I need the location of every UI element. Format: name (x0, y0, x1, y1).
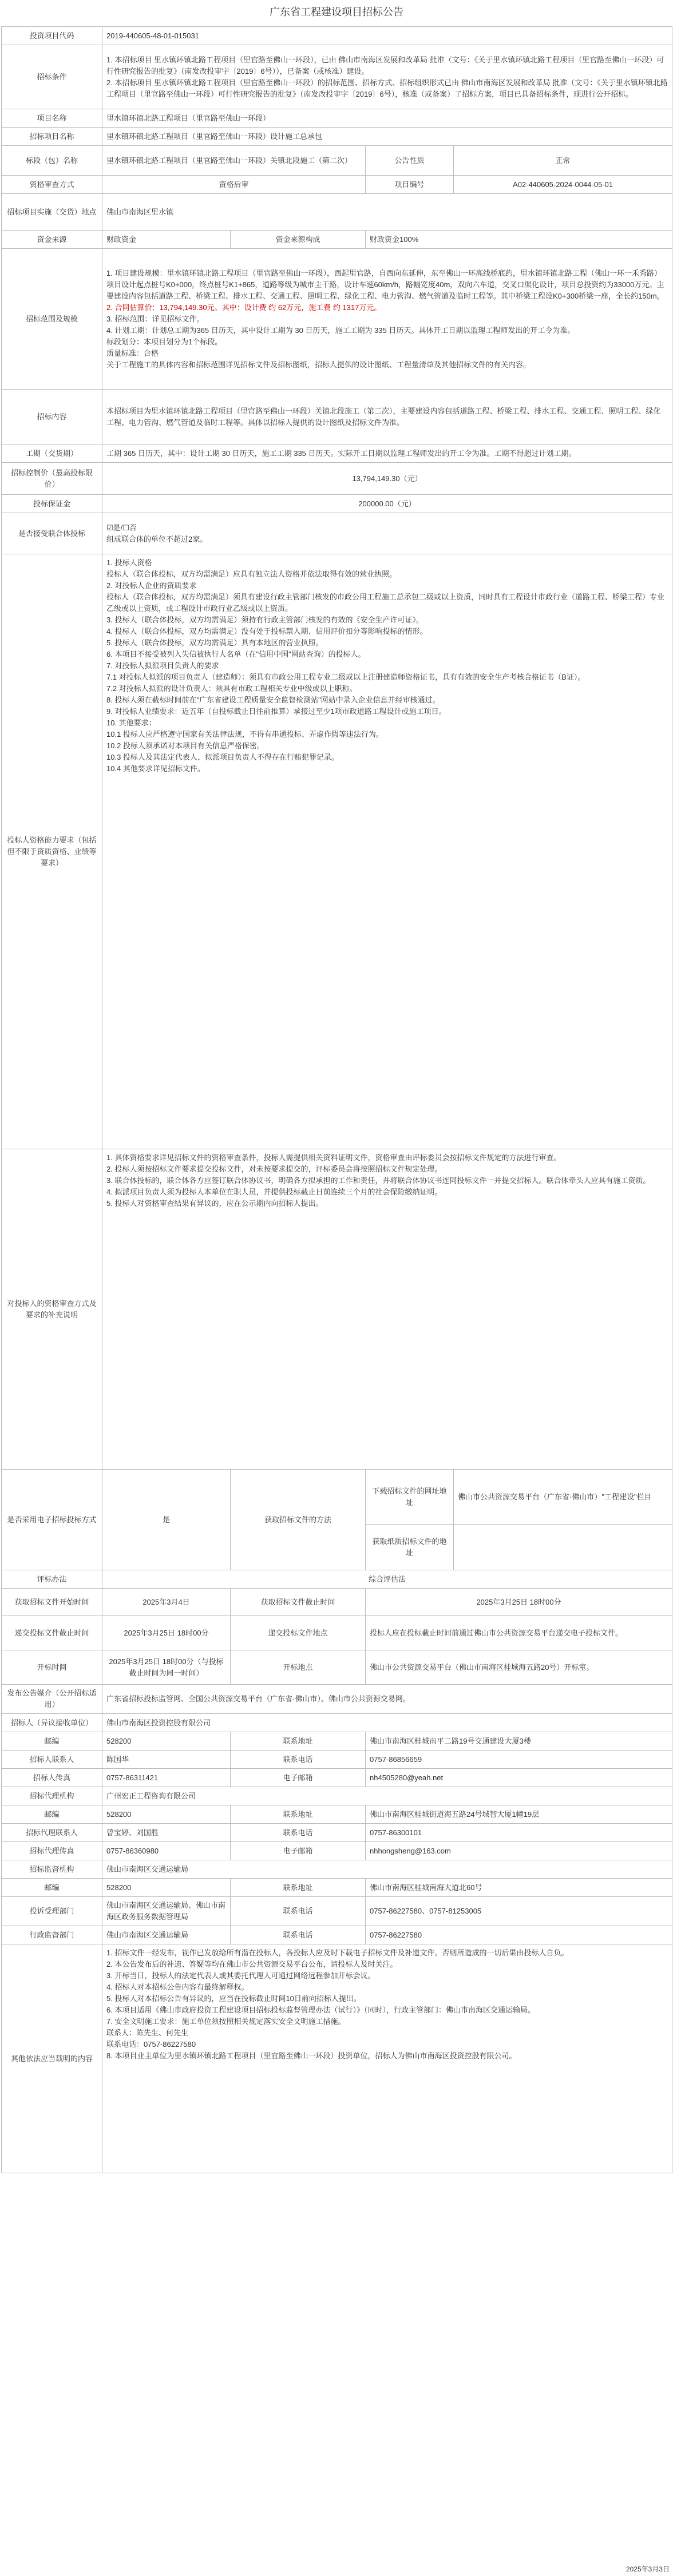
doc-end: 2025年3月25日 18时00分 (366, 1589, 672, 1616)
other-content: 1. 招标文件一经发布，视作已发放给所有潜在投标人，各投标人应及时下载电子招标文件及补遗文件。否则所造成的一切后果由投标人自负。 2. 本公告发布后的补遗、答疑等均在佛山市公共资源交易平台公布，请投标人及时关注。 3. 开标当日，投标人的法定代表人或其委托代理人可通过网络远程参加开标会议。 4. 招标人对本招标公告内容有最终解释权。 5. 投标人对本招标公告有异议的，应当在投标截止时间10日前向招标人提出。 6. 本项目适用《佛山市政府投资工程建设项目招标投标监督管理办法（试行）》（同时），行政主管部门：佛山市南海区交通运输局。 7. 安全文明施工要求：施工单位须按照相关规定落实安全文明施工措施。 联系人：陈先生、何先生 联系电话：0757-86227580 8. 本项目业主单位为里水镇环镇北路工程项目（里官路至佛山一环段）投资单位，招标人为佛山市南海区投资控股有限公司。 (102, 1944, 672, 2173)
row-label: 招标人联系人 (2, 1751, 102, 1769)
row-label: 招标内容 (2, 390, 102, 444)
bid-section-label: 标段划分 (106, 337, 137, 346)
row-label: 资格审查方式 (2, 176, 102, 194)
row-label: 评标办法 (2, 1570, 102, 1589)
complaint-phone: 0757-86227580、0757-81253005 (366, 1897, 672, 1926)
project-name: 里水镇环镇北路工程项目（里官路至佛山一环段） (102, 109, 672, 128)
fund-ratio: 财政资金100% (366, 231, 672, 249)
row-label: 联系地址 (231, 1805, 366, 1824)
row-label: 招标人（异议接收单位） (2, 1714, 102, 1732)
basis-paragraph: 1. 本招标项目 里水镇环镇北路工程项目（里官路至佛山一环段），已由 佛山市南海区发展和改革局 批准（文号：《关于里水镇环镇北路工程项目（里官路至佛山一环段）可行性研究报告的批复》（南发改投审字〔2019〕6号）），已备案（或核准）建设。 (106, 55, 664, 76)
review-supplement: 1. 具体资格要求详见招标文件的资格审查条件，投标人需提供相关资料证明文件，资格审查由评标委员会按招标文件规定的方法进行审查。 2. 投标人须按招标文件要求提交投标文件，对未按要求提交的，评标委员会将按照招标文件规定处理。 3. 联合体投标的，联合体各方应签订联合体协议书，明确各方拟承担的工作和责任，并将联合体协议书连同投标文件一并提交招标人。联合体牵头人应具有施工资质。 4. 拟派项目负责人须为投标人本单位在职人员，并提供投标截止日前连续三个月的社会保险缴纳证明。 5. 投标人对资格审查结果有异议的，应在公示期内向招标人提出。 (102, 1149, 672, 1470)
open-place: 佛山市公共资源交易平台（佛山市南海区桂城海五路20号）开标室。 (366, 1650, 672, 1685)
row-label: 电子邮箱 (231, 1769, 366, 1787)
construction-period: 工期 365 日历天，其中：设计工期 30 日历天，施工工期 335 日历天。实际开工日期以监理工程师发出的开工令为准。工期不得超过计划工期。 (102, 444, 672, 463)
agent-post: 528200 (102, 1805, 231, 1824)
submit-place: 投标人应在投标截止时间前通过佛山市公共资源交易平台递交电子投标文件。 (366, 1616, 672, 1650)
submit-deadline: 2025年3月25日 18时00分 (102, 1616, 231, 1650)
row-label: 对投标人的资格审查方式及要求的补充说明 (2, 1149, 102, 1470)
row-label: 招标代理联系人 (2, 1824, 102, 1842)
owner-email[interactable]: nh4505280@yeah.net (366, 1769, 672, 1787)
bid-section-value: 本项目划分为1个标段。 (144, 337, 223, 346)
joint-bid (102, 513, 672, 554)
row-label: 邮编 (2, 1732, 102, 1751)
scope-paragraph: 2. 合同估算价：13,794,149.30元。其中：设计费 约 62万元，施工费 约 1317万元。 (106, 303, 382, 312)
joint-choice: ☑是/☐否 (106, 523, 137, 532)
agent-name: 广州宏正工程咨询有限公司 (102, 1787, 672, 1805)
section-number: A02-440605-2024-0044-05-01 (454, 176, 672, 194)
row-label: 投标保证金 (2, 495, 102, 513)
regulator-post: 528200 (102, 1879, 231, 1897)
row-label: 开标时间 (2, 1650, 102, 1685)
paper-address (454, 1525, 672, 1570)
row-label: 标段（包）名称 (2, 146, 102, 176)
row-label: 递交投标文件地点 (231, 1616, 366, 1650)
row-label: 联系电话 (231, 1926, 366, 1944)
complaint-dept: 佛山市南海区交通运输局、佛山市南海区政务服务数据管理局 (102, 1897, 231, 1926)
project-code: 2019-440605-48-01-015031 (102, 27, 672, 45)
row-label: 招标项目实施（交货）地点 (2, 194, 102, 231)
owner-name: 佛山市南海区投资控股有限公司 (102, 1714, 672, 1732)
bid-content: 本招标项目为里水镇环镇北路工程项目（里官路至佛山一环段）关镇北段施工（第二次），主要建设内容包括道路工程、桥梁工程、排水工程、交通工程、照明工程、绿化工程、电力管沟、燃气管道及临时工程等。具体以招标人提供的设计图纸及招标文件为准。 (102, 390, 672, 444)
price-limit: 13,794,149.30（元） (102, 463, 672, 495)
agent-fax: 0757-86360980 (102, 1842, 231, 1860)
row-label: 联系电话 (231, 1824, 366, 1842)
row-label: 电子邮箱 (231, 1842, 366, 1860)
row-label: 邮编 (2, 1879, 102, 1897)
bid-deposit: 200000.00（元） (102, 495, 672, 513)
owner-contact: 陈国华 (102, 1751, 231, 1769)
tender-basis (102, 45, 672, 109)
quality-label: 质量标准 (106, 348, 137, 358)
project-location: 佛山市南海区里水镇 (102, 194, 672, 231)
notice-table (1, 26, 672, 2173)
row-label: 招标代理传真 (2, 1842, 102, 1860)
publish-date: 2025年3月3日 (626, 2565, 670, 2573)
row-label: 递交投标文件截止时间 (2, 1616, 102, 1650)
row-label: 邮编 (2, 1805, 102, 1824)
row-label: 联系地址 (231, 1732, 366, 1751)
bid-section-note: 标段划分：本项目划分为1个标段。 (106, 337, 223, 346)
row-label: 获取招标文件开始时间 (2, 1589, 102, 1616)
row-label: 投诉受理部门 (2, 1897, 102, 1926)
owner-fax: 0757-86311421 (102, 1769, 231, 1787)
agent-email[interactable]: nhhongsheng@163.com (366, 1842, 672, 1860)
supervise-phone: 0757-86227580 (366, 1926, 672, 1944)
owner-post: 528200 (102, 1732, 231, 1751)
row-label: 工期（交货期） (2, 444, 102, 463)
notice-type: 正常 (454, 146, 672, 176)
row-label: 下载招标文件的网址地址 (366, 1470, 454, 1525)
scope-paragraph: 关于工程施工的具体内容和招标范围详见招标文件及招标图纸，招标人提供的设计图纸、工程量清单及其他招标文件的有关内容。 (106, 360, 531, 369)
e-bidding: 是 (102, 1470, 231, 1570)
row-label: 行政监督部门 (2, 1926, 102, 1944)
section-name: 里水镇环镇北路工程项目（里官路至佛山一环段）关镇北段施工（第二次） (102, 146, 366, 176)
review-method: 资格后审 (102, 176, 366, 194)
row-label: 项目编号 (366, 176, 454, 194)
row-label: 招标项目名称 (2, 128, 102, 146)
row-label: 招标控制价（最高投标限价） (2, 463, 102, 495)
scope-paragraph: 4. 计划工期：计划总工期为365 日历天，其中设计工期为 30 日历天，施工工期为 335 日历天。具体开工日期以监理工程师发出的开工令为准。 (106, 326, 575, 335)
row-label: 招标人传真 (2, 1769, 102, 1787)
basis-paragraph: 2. 本招标项目 里水镇环镇北路工程项目（里官路至佛山一环段）的招标范围、招标方式、招标组织形式已由 佛山市南海区发展和改革局 批准（文号：《关于里水镇环镇北路工程项目（里官路至佛山一环段）可行性研究报告的批复》（南发改投审字〔2019〕6号），核准（或备案）了招标方案，项目已具备招标条件，现进行公开招标。 (106, 78, 668, 98)
row-label: 项目名称 (2, 109, 102, 128)
open-time: 2025年3月25日 18时00分（与投标截止时间为同一时间） (102, 1650, 231, 1685)
agent-phone: 0757-86300101 (366, 1824, 672, 1842)
quality-value: 合格 (144, 348, 159, 358)
row-label: 资金来源 (2, 231, 102, 249)
row-label: 是否接受联合体投标 (2, 513, 102, 554)
row-label: 招标条件 (2, 45, 102, 109)
scope-content (102, 249, 672, 390)
row-label: 联系地址 (231, 1879, 366, 1897)
scope-paragraph: 3. 招标范围：详见招标文件。 (106, 314, 204, 323)
agent-address: 佛山市南海区桂城街道海五路24号城智大厦1幢19层 (366, 1805, 672, 1824)
row-label: 资金来源构成 (231, 231, 366, 249)
row-label: 是否采用电子招标投标方式 (2, 1470, 102, 1570)
row-label: 招标监督机构 (2, 1860, 102, 1879)
qualification-requirements: 1. 投标人资格 投标人（联合体投标，双方均需满足）应具有独立法人资格并依法取得有效的营业执照。 2. 对投标人企业的资质要求 投标人（联合体投标，双方均需满足）须具有建设行政主管部门核发的市政公用工程施工总承包二级或以上资质，同时具有工程设计市政行业（道路工程、桥梁工程）专业乙级或以上资质，或工程设计市政行业乙级或以上资质。 3. 投标人（联合体投标，双方均需满足）须持有行政主管部门核发的有效的《安全生产许可证》。 4. 投标人（联合体投标，双方均需满足）没有处于投标禁入期、信用评价扣分等影响投标的情形。 5. 投标人（联合体投标，双方均需满足）具有本地区的营业执照。 6. 本项目不接受被列入失信被执行人名单（在"信用中国"网站查询）的投标人。 7. 对投标人拟派项目负责人的要求 7.1 对投标人拟派的项目负责人（建造师）：须具有市政公用工程专业二级或以上注册建造师资格证书，具有有效的安全生产考核合格证书（B证）。 7.2 对投标人拟派的设计负责人：须具有市政工程相关专业中级或以上职称。 8. 投标人须在截标时间前在"广东省建设工程质量安全监督检测站"网站中录入企业信息并经审核通过。 9. 对投标人业绩要求：近五年（自投标截止日往前推算）承接过至少1项市政道路工程设计或施工项目。 10. 其他要求： 10.1 投标人应严格遵守国家有关法律法规，不得有串通投标、弄虚作假等违法行为。 10.2 投标人须承诺对本项目有关信息严格保密。 10.3 投标人及其法定代表人、拟派项目负责人不得存在行贿犯罪记录。 10.4 其他要求详见招标文件。 (102, 554, 672, 1149)
row-label: 公告性质 (366, 146, 454, 176)
doc-start: 2025年3月4日 (102, 1589, 231, 1616)
row-label: 投标人资格能力要求（包括但不限于资质资格、业绩等要求） (2, 554, 102, 1149)
row-label: 发布公告媒介（公开招标适用） (2, 1685, 102, 1714)
quality-note: 质量标准：合格 (106, 348, 159, 358)
supervise-dept: 佛山市南海区交通运输局 (102, 1926, 231, 1944)
evaluation-method: 综合评估法 (102, 1570, 672, 1589)
row-label: 其他依法应当载明的内容 (2, 1944, 102, 2173)
row-label: 联系电话 (231, 1751, 366, 1769)
agent-contact: 曾宝婷、刘国胜 (102, 1824, 231, 1842)
fund-source: 财政资金 (102, 231, 231, 249)
row-label: 获取纸质招标文件的地址 (366, 1525, 454, 1570)
row-label: 联系电话 (231, 1897, 366, 1926)
row-label: 开标地点 (231, 1650, 366, 1685)
joint-note: 组成联合体的单位不超过2家。 (106, 534, 208, 543)
row-label: 获取招标文件的方法 (231, 1470, 366, 1570)
publish-media: 广东省招标投标监管网、全国公共资源交易平台（广东省·佛山市）、佛山市公共资源交易网。 (102, 1685, 672, 1714)
page-title: 广东省工程建设项目招标公告 (270, 6, 403, 18)
scope-paragraph: 1. 项目建设规模：里水镇环镇北路工程项目（里官路至佛山一环段），西起里官路，自西向东延伸，东至佛山一环高线桥底约，里水镇环镇北路工程（佛山一环一禾秀路）项目设计起点桩号K0+000，终点桩号K1+865，道路等级为城市主干路，设计车速60km/h，路幅宽度40m，双向六车道，交叉口渠化设计，项目总投资约为33000万元。主要建设内容包括道路工程、桥梁工程、排水工程、交通工程、照明工程、绿化工程、电力管沟、燃气管道及临时工程等。其中桥梁工程设K0+300桥梁一座，全长约150m。 (106, 268, 664, 300)
row-label: 招标代理机构 (2, 1787, 102, 1805)
row-label: 招标范围及规模 (2, 249, 102, 390)
download-url[interactable]: 佛山市公共资源交易平台（广东省·佛山市）"工程建设"栏目 (454, 1470, 672, 1525)
regulator-name: 佛山市南海区交通运输局 (102, 1860, 672, 1879)
owner-phone: 0757-86856659 (366, 1751, 672, 1769)
regulator-address: 佛山市南海区桂城南海大道北60号 (366, 1879, 672, 1897)
row-label: 获取招标文件截止时间 (231, 1589, 366, 1616)
row-label: 投资项目代码 (2, 27, 102, 45)
owner-address: 佛山市南海区桂城南平二路19号交通建设大厦3楼 (366, 1732, 672, 1751)
bid-project-name: 里水镇环镇北路工程项目（里官路至佛山一环段）设计施工总承包 (102, 128, 672, 146)
